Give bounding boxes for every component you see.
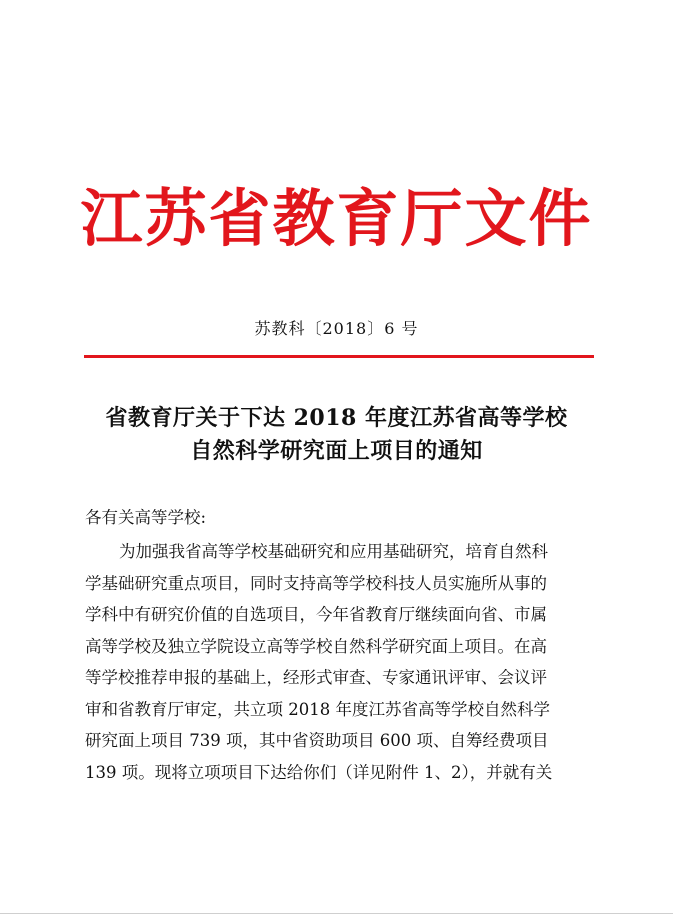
page-bottom-edge — [0, 913, 673, 914]
body-line: 139 项。现将立项项目下达给你们（详见附件 1、2），并就有关 — [85, 762, 553, 782]
body-line: 为加强我省高等学校基础研究和应用基础研究，培育自然科 — [119, 542, 548, 561]
salutation: 各有关高等学校: — [85, 508, 207, 527]
body-line: 研究面上项目 739 项，其中省资助项目 600 项、自筹经费项目 — [85, 731, 549, 750]
body-paragraph — [85, 536, 595, 788]
body-line: 学基础研究重点项目，同时支持高等学校科技人员实施所从事的 — [85, 573, 547, 593]
body-line: 等学校推荐申报的基础上，经形式审查、专家通讯评审、会议评 — [85, 668, 547, 687]
body-line: 审和省教育厅审定，共立项 2018 年度江苏省高等学校自然科学 — [85, 699, 550, 719]
issuer-header-title: 江苏省教育厅文件 — [80, 182, 593, 255]
header-divider — [84, 355, 594, 358]
body-line: 学科中有研究价值的自选项目，今年省教育厅继续面向省、市属 — [85, 605, 547, 624]
body-line: 高等学校及独立学院设立高等学校自然科学研究面上项目。在高 — [85, 636, 547, 656]
document-number: 苏教科〔2018〕6 号 — [254, 319, 419, 338]
notice-title-line-2: 自然科学研究面上项目的通知 — [190, 438, 483, 464]
notice-title — [0, 402, 673, 468]
notice-title-line-1: 省教育厅关于下达 2018 年度江苏省高等学校 — [105, 405, 568, 431]
